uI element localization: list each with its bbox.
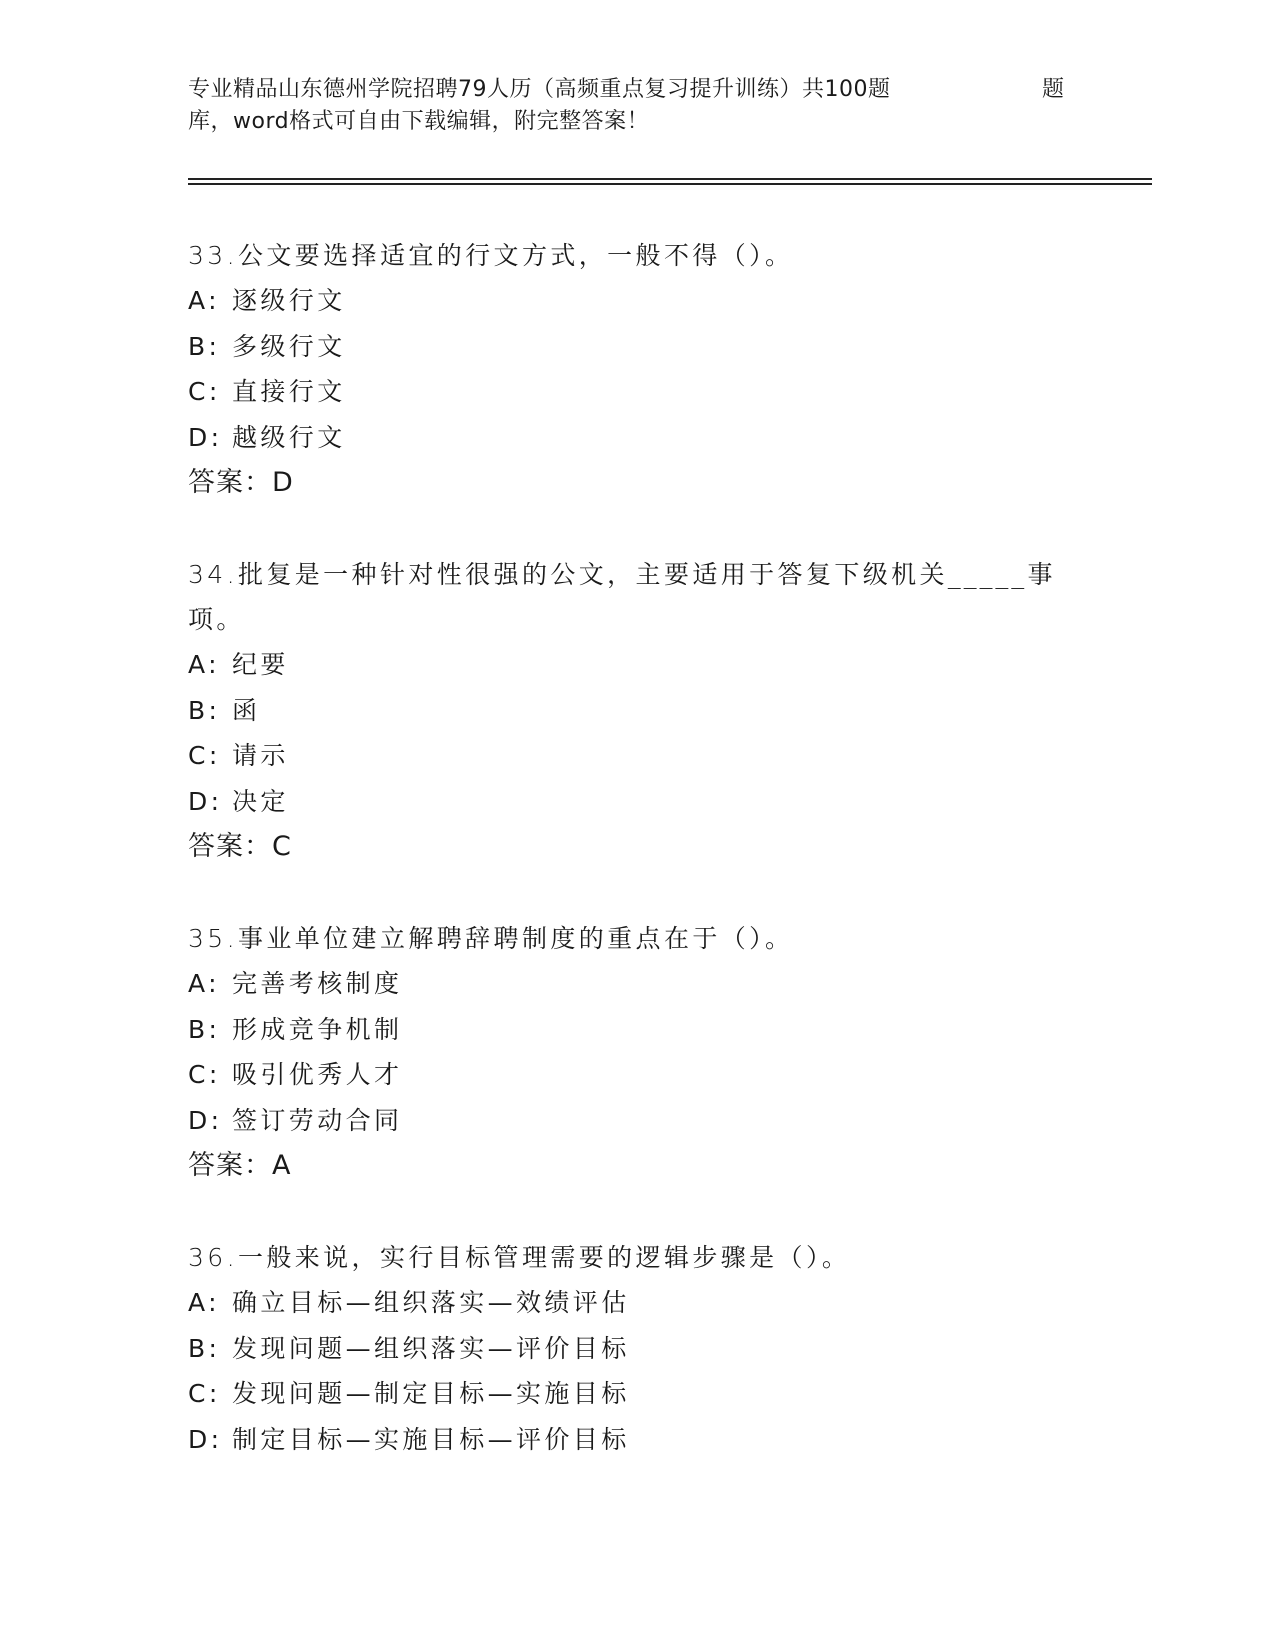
option-d <box>188 415 1088 461</box>
option-d <box>188 1098 1088 1144</box>
option-c <box>188 733 1088 779</box>
header-divider-top <box>188 178 1152 180</box>
option-d <box>188 1417 1088 1463</box>
option-b <box>188 688 1088 734</box>
option-a <box>188 961 1088 1007</box>
option-b <box>188 1326 1088 1372</box>
option-text: 签订劳动合同 <box>232 1105 403 1135</box>
option-a <box>188 278 1088 324</box>
document-header <box>188 74 1088 138</box>
question-stem-line1: 34.批复是一种针对性很强的公文，主要适用于答复下级机关_____事 <box>188 560 1056 589</box>
header-title-line1: 专业精品山东德州学院招聘79人历（高频重点复习提升训练）共100题 <box>188 77 891 102</box>
option-c <box>188 369 1088 415</box>
option-text: 直接行文 <box>232 377 346 406</box>
option-key: C: <box>188 1060 221 1089</box>
option-key: D: <box>188 422 223 452</box>
question-stem: 36.一般来说，实行目标管理需要的逻辑步骤是（）。 <box>188 1243 851 1272</box>
option-key: C: <box>188 1379 221 1408</box>
option-b <box>188 1007 1088 1053</box>
question-33 <box>188 233 1088 506</box>
option-c <box>188 1371 1088 1417</box>
option-text: 完善考核制度 <box>232 969 403 998</box>
option-key: C: <box>188 377 221 406</box>
option-key: A: <box>188 1288 220 1317</box>
option-text: 吸引优秀人才 <box>232 1060 403 1089</box>
option-text: 请示 <box>232 741 289 770</box>
question-36 <box>188 1235 1088 1462</box>
option-text: 发现问题—组织落实—评价目标 <box>232 1333 630 1363</box>
option-key: A: <box>188 286 220 315</box>
question-stem-line2: 项。 <box>188 605 245 634</box>
option-key: B: <box>188 331 221 361</box>
option-text: 制定目标—实施目标—评价目标 <box>232 1424 630 1454</box>
option-text: 决定 <box>232 786 289 816</box>
option-key: B: <box>188 695 221 725</box>
option-text: 多级行文 <box>232 331 346 361</box>
option-key: A: <box>188 650 220 679</box>
option-key: D: <box>188 1424 223 1454</box>
answer-line: 答案：D <box>188 467 294 498</box>
answer-line: 答案：A <box>188 1150 292 1181</box>
header-divider-bottom <box>188 183 1152 185</box>
option-key: B: <box>188 1333 221 1363</box>
question-34 <box>188 552 1088 870</box>
option-key: D: <box>188 786 223 816</box>
option-key: C: <box>188 741 221 770</box>
option-key: B: <box>188 1014 221 1044</box>
question-35 <box>188 916 1088 1189</box>
answer-line: 答案：C <box>188 831 292 862</box>
option-a <box>188 1280 1088 1326</box>
option-text: 确立目标—组织落实—效绩评估 <box>232 1288 630 1317</box>
question-stem: 35.事业单位建立解聘辞聘制度的重点在于（）。 <box>188 924 794 953</box>
header-title-tail: 题 <box>1042 77 1065 102</box>
option-key: A: <box>188 969 220 998</box>
option-a <box>188 642 1088 688</box>
header-title-line2: 库，word格式可自由下载编辑，附完整答案！ <box>188 109 650 134</box>
option-c <box>188 1052 1088 1098</box>
option-b <box>188 324 1088 370</box>
option-text: 纪要 <box>232 650 289 679</box>
question-stem: 33.公文要选择适宜的行文方式，一般不得（）。 <box>188 241 794 270</box>
option-text: 越级行文 <box>232 422 346 452</box>
option-text: 发现问题—制定目标—实施目标 <box>232 1379 630 1408</box>
option-d <box>188 779 1088 825</box>
option-text: 函 <box>232 695 261 725</box>
option-text: 形成竞争机制 <box>232 1014 403 1044</box>
option-key: D: <box>188 1105 223 1135</box>
option-text: 逐级行文 <box>232 286 346 315</box>
